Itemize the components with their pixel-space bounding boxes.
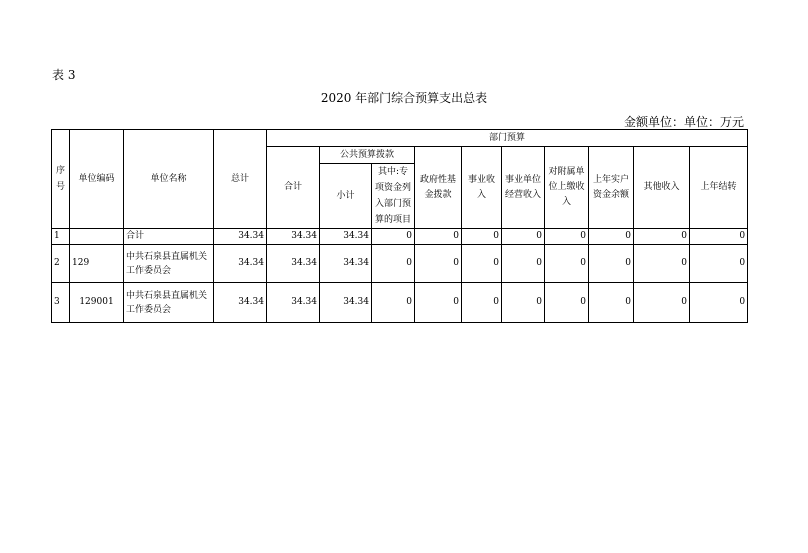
cell-gov-fund: 0	[415, 283, 462, 323]
cell-career-income: 0	[462, 283, 502, 323]
unit-label: 金额单位：单位：万元	[623, 115, 744, 129]
cell-carry-over: 0	[690, 245, 748, 283]
cell-carry-over: 0	[690, 283, 748, 323]
header-last-year-balance: 上年实户资金余额	[589, 147, 634, 229]
cell-special: 0	[372, 229, 415, 245]
cell-other-income: 0	[634, 245, 690, 283]
header-seq: 序号	[52, 130, 70, 229]
cell-special: 0	[372, 245, 415, 283]
cell-seq: 2	[52, 245, 70, 283]
header-subsidiary: 对附属单位上缴收入	[545, 147, 589, 229]
cell-subsidiary: 0	[545, 229, 589, 245]
header-other-income: 其他收入	[634, 147, 690, 229]
cell-subtotal: 34.34	[320, 229, 372, 245]
cell-seq: 3	[52, 283, 70, 323]
header-sum: 合计	[267, 147, 320, 229]
header-gov-fund: 政府性基金拨款	[415, 147, 462, 229]
header-public-grant: 公共预算拨款	[320, 147, 415, 164]
cell-code: 129	[70, 245, 124, 283]
cell-career-income: 0	[462, 245, 502, 283]
cell-career-unit-income: 0	[502, 245, 545, 283]
header-subtotal: 小计	[320, 164, 372, 229]
cell-special: 0	[372, 283, 415, 323]
cell-subsidiary: 0	[545, 245, 589, 283]
cell-last-year-balance: 0	[589, 245, 634, 283]
cell-career-income: 0	[462, 229, 502, 245]
cell-gov-fund: 0	[415, 245, 462, 283]
page-title: 2020 年部门综合预算支出总表	[320, 91, 488, 105]
cell-subtotal: 34.34	[320, 283, 372, 323]
cell-name: 合计	[124, 229, 214, 245]
header-special: 其中:专项资金列入部门预算的项目	[372, 164, 415, 229]
cell-sum: 34.34	[267, 245, 320, 283]
cell-subsidiary: 0	[545, 283, 589, 323]
header-dept-budget: 部门预算	[267, 130, 748, 147]
cell-code: 129001	[70, 283, 124, 323]
table-number: 表 3	[52, 68, 76, 82]
cell-total: 34.34	[214, 245, 267, 283]
cell-name: 中共石泉县直属机关工作委员会	[124, 245, 214, 283]
cell-total: 34.34	[214, 283, 267, 323]
cell-subtotal: 34.34	[320, 245, 372, 283]
header-name: 单位名称	[124, 130, 214, 229]
cell-career-unit-income: 0	[502, 283, 545, 323]
cell-other-income: 0	[634, 283, 690, 323]
cell-sum: 34.34	[267, 283, 320, 323]
cell-code	[70, 229, 124, 245]
cell-last-year-balance: 0	[589, 229, 634, 245]
cell-sum: 34.34	[267, 229, 320, 245]
header-career-unit-income: 事业单位经营收入	[502, 147, 545, 229]
cell-total: 34.34	[214, 229, 267, 245]
cell-other-income: 0	[634, 229, 690, 245]
cell-gov-fund: 0	[415, 229, 462, 245]
table-row	[52, 245, 748, 283]
header-code: 单位编码	[70, 130, 124, 229]
cell-name: 中共石泉县直属机关工作委员会	[124, 283, 214, 323]
table-row	[52, 283, 748, 323]
header-total: 总计	[214, 130, 267, 229]
cell-last-year-balance: 0	[589, 283, 634, 323]
header-career-income: 事业收入	[462, 147, 502, 229]
table-row	[52, 229, 748, 245]
budget-table	[51, 129, 748, 323]
cell-career-unit-income: 0	[502, 229, 545, 245]
cell-seq: 1	[52, 229, 70, 245]
header-carry-over: 上年结转	[690, 147, 748, 229]
cell-carry-over: 0	[690, 229, 748, 245]
